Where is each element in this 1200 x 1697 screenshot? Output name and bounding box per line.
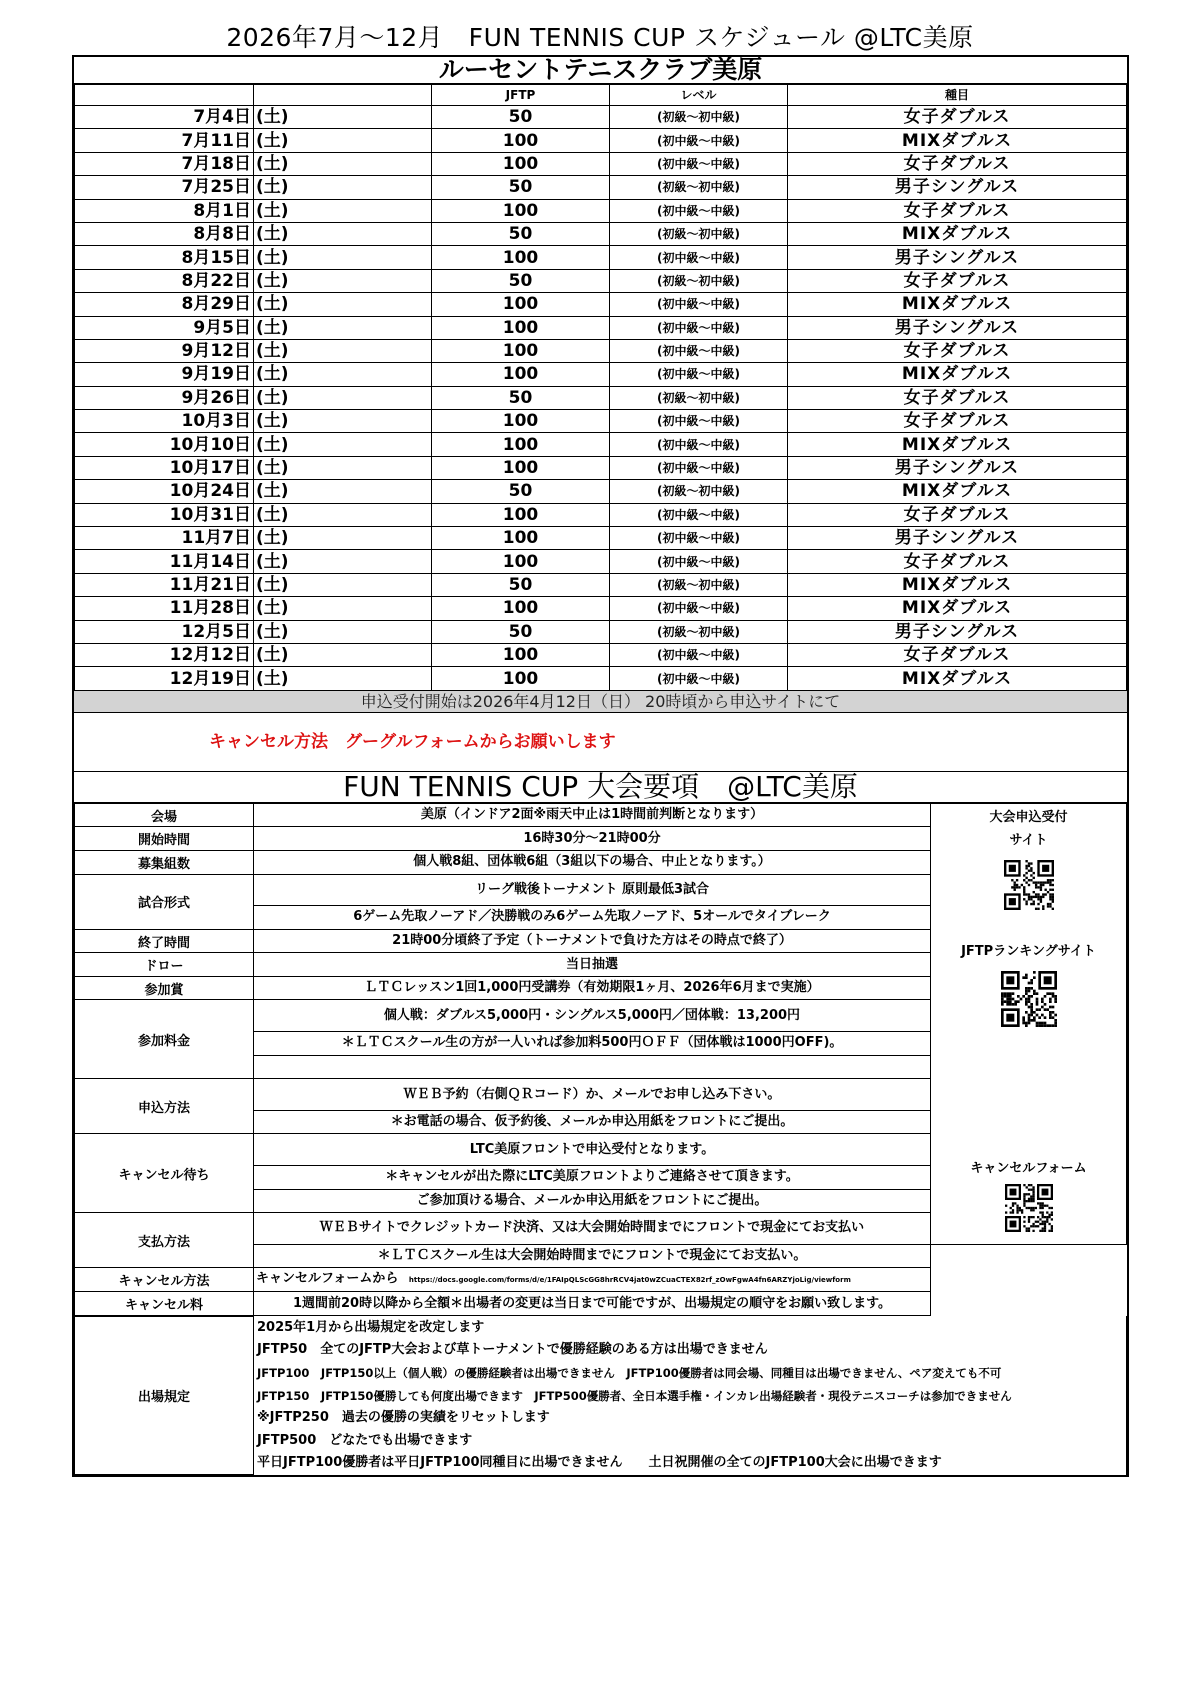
schedule-jftp: 100 <box>432 152 610 175</box>
schedule-jftp: 100 <box>432 643 610 666</box>
pay-label: 支払方法 <box>75 1213 254 1268</box>
schedule-level: (初中級〜中級) <box>610 527 788 550</box>
schedule-level: (初中級〜中級) <box>610 410 788 433</box>
schedule-event: MIXダブルス <box>788 667 1127 690</box>
prize-value: ＬＴＣレッスン1回1,000円受講券（有効期限1ヶ月、2026年6月まで実施） <box>254 976 931 1000</box>
schedule-jftp: 50 <box>432 386 610 409</box>
ranking-site-label: JFTPランキングサイト <box>961 943 1096 959</box>
rule-line: JFTP100 JFTP150以上（個人戦）の優勝経験者は出場できません JFTP100優勝者は同会場、同種目は出場できません、ペア変えても不可 <box>254 1362 1127 1385</box>
schedule-day-of-week: (土) <box>254 410 432 433</box>
schedule-day-of-week: (土) <box>254 222 432 245</box>
wait-value-1: LTC美原フロントで申込受付となります。 <box>254 1134 931 1166</box>
requirements-title: FUN TENNIS CUP 大会要項 @LTC美原 <box>74 772 1127 803</box>
apply-value-2: ＊お電話の場合、仮予約後、メールか申込用紙をフロントにご提出。 <box>254 1110 931 1134</box>
schedule-event: 女子ダブルス <box>788 643 1127 666</box>
schedule-event: MIXダブルス <box>788 573 1127 596</box>
wait-label: キャンセル待ち <box>75 1134 254 1213</box>
fee-label: 参加料金 <box>75 1000 254 1079</box>
schedule-level: (初中級〜中級) <box>610 152 788 175</box>
header-cell <box>254 85 432 106</box>
schedule-level: (初級〜初中級) <box>610 269 788 292</box>
schedule-date: 12月12日 <box>75 643 254 666</box>
schedule-day-of-week: (土) <box>254 433 432 456</box>
schedule-jftp: 50 <box>432 176 610 199</box>
schedule-event: 女子ダブルス <box>788 386 1127 409</box>
schedule-day-of-week: (土) <box>254 152 432 175</box>
schedule-date: 11月28日 <box>75 597 254 620</box>
schedule-date: 8月29日 <box>75 293 254 316</box>
schedule-event: MIXダブルス <box>788 129 1127 152</box>
schedule-event: 男子シングルス <box>788 456 1127 479</box>
format-value-1: リーグ戦後トーナメント 原則最低3試合 <box>254 874 931 906</box>
start-value: 16時30分〜21時00分 <box>254 827 931 851</box>
cancel-fee-value: 1週間前20時以降から全額＊出場者の変更は当日まで可能ですが、出場規定の順守をお願い致します。 <box>254 1292 931 1316</box>
cancel-method-label: キャンセル方法 <box>75 1268 254 1292</box>
schedule-day-of-week: (土) <box>254 316 432 339</box>
header-cell-level: レベル <box>610 85 788 106</box>
schedule-day-of-week: (土) <box>254 527 432 550</box>
schedule-date: 9月12日 <box>75 339 254 362</box>
schedule-table <box>74 84 1127 691</box>
end-label: 終了時間 <box>75 929 254 953</box>
schedule-level: (初中級〜中級) <box>610 597 788 620</box>
apply-site-label: 大会申込受付 <box>989 809 1068 825</box>
schedule-row <box>75 106 1127 129</box>
schedule-row <box>75 433 1127 456</box>
schedule-event: 女子ダブルス <box>788 269 1127 292</box>
schedule-date: 10月24日 <box>75 480 254 503</box>
schedule-day-of-week: (土) <box>254 456 432 479</box>
schedule-event: MIXダブルス <box>788 597 1127 620</box>
cancel-fee-label: キャンセル料 <box>75 1292 254 1316</box>
schedule-jftp: 100 <box>432 363 610 386</box>
schedule-row <box>75 246 1127 269</box>
schedule-row <box>75 597 1127 620</box>
schedule-level: (初中級〜中級) <box>610 643 788 666</box>
schedule-day-of-week: (土) <box>254 106 432 129</box>
ranking-site-qr-icon[interactable] <box>1001 971 1057 1027</box>
rule-line: ※JFTP250 過去の優勝の実績をリセットします <box>254 1407 1127 1430</box>
groups-value: 個人戦8組、団体戦6組（3組以下の場合、中止となります。） <box>254 850 931 874</box>
schedule-row <box>75 503 1127 526</box>
format-value-2: 6ゲーム先取ノーアド／決勝戦のみ6ゲーム先取ノーアド、5オールでタイブレーク <box>254 906 931 930</box>
schedule-date: 10月31日 <box>75 503 254 526</box>
rules-label: 出場規定 <box>75 1316 254 1474</box>
schedule-level: (初中級〜中級) <box>610 339 788 362</box>
schedule-date: 11月7日 <box>75 527 254 550</box>
schedule-row <box>75 550 1127 573</box>
schedule-date: 7月25日 <box>75 176 254 199</box>
rule-line: 2025年1月から出場規定を改定します <box>254 1316 1127 1339</box>
apply-site-label-2: サイト <box>1009 832 1048 848</box>
header-cell <box>75 85 254 106</box>
fee-empty-cell <box>254 1055 931 1079</box>
schedule-jftp: 50 <box>432 106 610 129</box>
schedule-day-of-week: (土) <box>254 129 432 152</box>
rule-line: JFTP500 どなたでも出場できます <box>254 1429 1127 1452</box>
schedule-jftp: 50 <box>432 222 610 245</box>
schedule-date: 9月5日 <box>75 316 254 339</box>
schedule-level: (初中級〜中級) <box>610 129 788 152</box>
venue-value: 美原（インドア2面※雨天中止は1時間前判断となります） <box>254 803 931 827</box>
venue-label: 会場 <box>75 803 254 827</box>
schedule-event: MIXダブルス <box>788 433 1127 456</box>
schedule-level: (初級〜初中級) <box>610 480 788 503</box>
schedule-date: 7月4日 <box>75 106 254 129</box>
pay-value-1: ＷＥＢサイトでクレジットカード決済、又は大会開始時間までにフロントで現金にてお支払い <box>254 1213 931 1245</box>
schedule-jftp: 50 <box>432 480 610 503</box>
schedule-date: 8月1日 <box>75 199 254 222</box>
document-title: 2026年7月〜12月 FUN TENNIS CUP スケジュール @LTC美原 <box>226 23 974 52</box>
schedule-day-of-week: (土) <box>254 246 432 269</box>
schedule-event: 女子ダブルス <box>788 152 1127 175</box>
schedule-jftp: 100 <box>432 199 610 222</box>
schedule-event: 男子シングルス <box>788 246 1127 269</box>
schedule-row <box>75 667 1127 690</box>
draw-value: 当日抽選 <box>254 953 931 977</box>
schedule-date: 12月19日 <box>75 667 254 690</box>
schedule-row <box>75 199 1127 222</box>
fee-value-2: ＊ＬＴＣスクール生の方が一人いれば参加料500円ＯＦＦ（団体戦は1000円OFF)。 <box>254 1032 931 1056</box>
schedule-day-of-week: (土) <box>254 480 432 503</box>
schedule-day-of-week: (土) <box>254 386 432 409</box>
schedule-level: (初中級〜中級) <box>610 550 788 573</box>
schedule-row <box>75 527 1127 550</box>
requirements-table <box>74 803 1127 1316</box>
schedule-row <box>75 129 1127 152</box>
apply-label: 申込方法 <box>75 1079 254 1134</box>
schedule-date: 8月8日 <box>75 222 254 245</box>
schedule-day-of-week: (土) <box>254 620 432 643</box>
schedule-jftp: 50 <box>432 573 610 596</box>
schedule-jftp: 100 <box>432 667 610 690</box>
schedule-day-of-week: (土) <box>254 176 432 199</box>
schedule-event: 女子ダブルス <box>788 550 1127 573</box>
draw-label: ドロー <box>75 953 254 977</box>
schedule-date: 12月5日 <box>75 620 254 643</box>
schedule-jftp: 100 <box>432 129 610 152</box>
schedule-jftp: 100 <box>432 316 610 339</box>
schedule-day-of-week: (土) <box>254 573 432 596</box>
cancel-note: キャンセル方法 グーグルフォームからお願いします <box>74 713 1127 772</box>
schedule-event: 男子シングルス <box>788 316 1127 339</box>
schedule-level: (初級〜初中級) <box>610 620 788 643</box>
pay-value-2: ＊ＬＴＣスクール生は大会開始時間までにフロントで現金にてお支払い。 <box>254 1244 931 1268</box>
apply-site-qr-icon[interactable] <box>1004 860 1054 910</box>
schedule-jftp: 100 <box>432 527 610 550</box>
schedule-row <box>75 643 1127 666</box>
schedule-event: 女子ダブルス <box>788 339 1127 362</box>
schedule-event: MIXダブルス <box>788 222 1127 245</box>
schedule-level: (初中級〜中級) <box>610 246 788 269</box>
schedule-level: (初級〜初中級) <box>610 573 788 596</box>
header-cell-jftp: JFTP <box>432 85 610 106</box>
cancel-method-text: キャンセルフォームから <box>256 1271 399 1287</box>
schedule-day-of-week: (土) <box>254 550 432 573</box>
schedule-row <box>75 152 1127 175</box>
schedule-date: 7月11日 <box>75 129 254 152</box>
schedule-level: (初中級〜中級) <box>610 293 788 316</box>
schedule-jftp: 100 <box>432 597 610 620</box>
groups-label: 募集組数 <box>75 850 254 874</box>
schedule-row <box>75 269 1127 292</box>
schedule-jftp: 100 <box>432 246 610 269</box>
schedule-row <box>75 386 1127 409</box>
schedule-level: (初中級〜中級) <box>610 456 788 479</box>
schedule-level: (初中級〜中級) <box>610 667 788 690</box>
qr-side-panel <box>931 803 1127 1244</box>
schedule-row <box>75 316 1127 339</box>
schedule-date: 9月19日 <box>75 363 254 386</box>
schedule-event: MIXダブルス <box>788 293 1127 316</box>
rule-line: 平日JFTP100優勝者は平日JFTP100同種目に出場できません 土日祝開催の全てのJFTP100大会に出場できます <box>254 1452 1127 1475</box>
schedule-day-of-week: (土) <box>254 667 432 690</box>
schedule-date: 8月22日 <box>75 269 254 292</box>
schedule-level: (初級〜初中級) <box>610 106 788 129</box>
schedule-date: 10月17日 <box>75 456 254 479</box>
cancel-method-value <box>254 1268 931 1292</box>
schedule-level: (初級〜初中級) <box>610 222 788 245</box>
schedule-level: (初中級〜中級) <box>610 199 788 222</box>
schedule-event: 女子ダブルス <box>788 410 1127 433</box>
schedule-jftp: 100 <box>432 410 610 433</box>
schedule-event: 女子ダブルス <box>788 106 1127 129</box>
schedule-header-row <box>75 85 1127 106</box>
schedule-day-of-week: (土) <box>254 199 432 222</box>
schedule-row <box>75 456 1127 479</box>
cancel-form-label: キャンセルフォーム <box>970 1160 1087 1176</box>
schedule-row <box>75 222 1127 245</box>
wait-value-2: ＊キャンセルが出た際にLTC美原フロントよりご連絡させて頂きます。 <box>254 1165 931 1189</box>
schedule-day-of-week: (土) <box>254 597 432 620</box>
rule-line: JFTP50 全てのJFTP大会および草トーナメントで優勝経験のある方は出場できません <box>254 1339 1127 1362</box>
schedule-row <box>75 176 1127 199</box>
registration-note: 申込受付開始は2026年4月12日（日） 20時頃から申込サイトにて <box>74 691 1127 713</box>
schedule-day-of-week: (土) <box>254 269 432 292</box>
schedule-level: (初級〜初中級) <box>610 176 788 199</box>
rules-table <box>74 1316 1127 1475</box>
rule-line: JFTP150 JFTP150優勝しても何度出場できます JFTP500優勝者、全日本選手権・インカレ出場経験者・現役テニスコーチは参加できません <box>254 1384 1127 1407</box>
end-value: 21時00分頃終了予定（トーナメントで負けた方はその時点で終了） <box>254 929 931 953</box>
schedule-level: (初級〜初中級) <box>610 386 788 409</box>
schedule-row <box>75 620 1127 643</box>
schedule-level: (初中級〜中級) <box>610 433 788 456</box>
schedule-row <box>75 410 1127 433</box>
schedule-event: 男子シングルス <box>788 176 1127 199</box>
schedule-day-of-week: (土) <box>254 339 432 362</box>
apply-value-1: ＷＥＢ予約（右側ＱＲコード）か、メールでお申し込み下さい。 <box>254 1079 931 1111</box>
schedule-date: 9月26日 <box>75 386 254 409</box>
schedule-jftp: 50 <box>432 269 610 292</box>
schedule-level: (初中級〜中級) <box>610 316 788 339</box>
schedule-jftp: 100 <box>432 550 610 573</box>
fee-value-1: 個人戦：ダブルス5,000円・シングルス5,000円／団体戦：13,200円 <box>254 1000 931 1032</box>
schedule-event: MIXダブルス <box>788 480 1127 503</box>
schedule-event: 女子ダブルス <box>788 199 1127 222</box>
schedule-row <box>75 573 1127 596</box>
schedule-date: 10月10日 <box>75 433 254 456</box>
schedule-day-of-week: (土) <box>254 643 432 666</box>
schedule-day-of-week: (土) <box>254 293 432 316</box>
schedule-jftp: 100 <box>432 503 610 526</box>
schedule-row <box>75 293 1127 316</box>
schedule-date: 10月3日 <box>75 410 254 433</box>
schedule-date: 11月14日 <box>75 550 254 573</box>
schedule-event: MIXダブルス <box>788 363 1127 386</box>
schedule-day-of-week: (土) <box>254 363 432 386</box>
schedule-jftp: 100 <box>432 293 610 316</box>
cancel-form-link[interactable]: https://docs.google.com/forms/d/e/1FAIpQLScGG8hrRCV4jat0wZCuaCTEX82rf_zOwFgwA4fn6ARZYjoLig/viewform <box>408 1276 851 1285</box>
schedule-jftp: 100 <box>432 433 610 456</box>
schedule-row <box>75 339 1127 362</box>
format-label: 試合形式 <box>75 874 254 929</box>
schedule-level: (初中級〜中級) <box>610 363 788 386</box>
cancel-form-qr-icon[interactable] <box>1005 1184 1053 1232</box>
schedule-level: (初中級〜中級) <box>610 503 788 526</box>
start-label: 開始時間 <box>75 827 254 851</box>
club-name: ルーセントテニスクラブ美原 <box>74 57 1127 84</box>
prize-label: 参加賞 <box>75 976 254 1000</box>
schedule-date: 8月15日 <box>75 246 254 269</box>
header-cell-event: 種目 <box>788 85 1127 106</box>
schedule-jftp: 100 <box>432 456 610 479</box>
schedule-sheet <box>72 55 1129 1477</box>
schedule-jftp: 50 <box>432 620 610 643</box>
schedule-event: 男子シングルス <box>788 620 1127 643</box>
schedule-jftp: 100 <box>432 339 610 362</box>
schedule-row <box>75 480 1127 503</box>
schedule-row <box>75 363 1127 386</box>
schedule-date: 11月21日 <box>75 573 254 596</box>
schedule-date: 7月18日 <box>75 152 254 175</box>
schedule-event: 男子シングルス <box>788 527 1127 550</box>
schedule-event: 女子ダブルス <box>788 503 1127 526</box>
wait-value-3: ご参加頂ける場合、メールか申込用紙をフロントにご提出。 <box>254 1189 931 1213</box>
schedule-day-of-week: (土) <box>254 503 432 526</box>
